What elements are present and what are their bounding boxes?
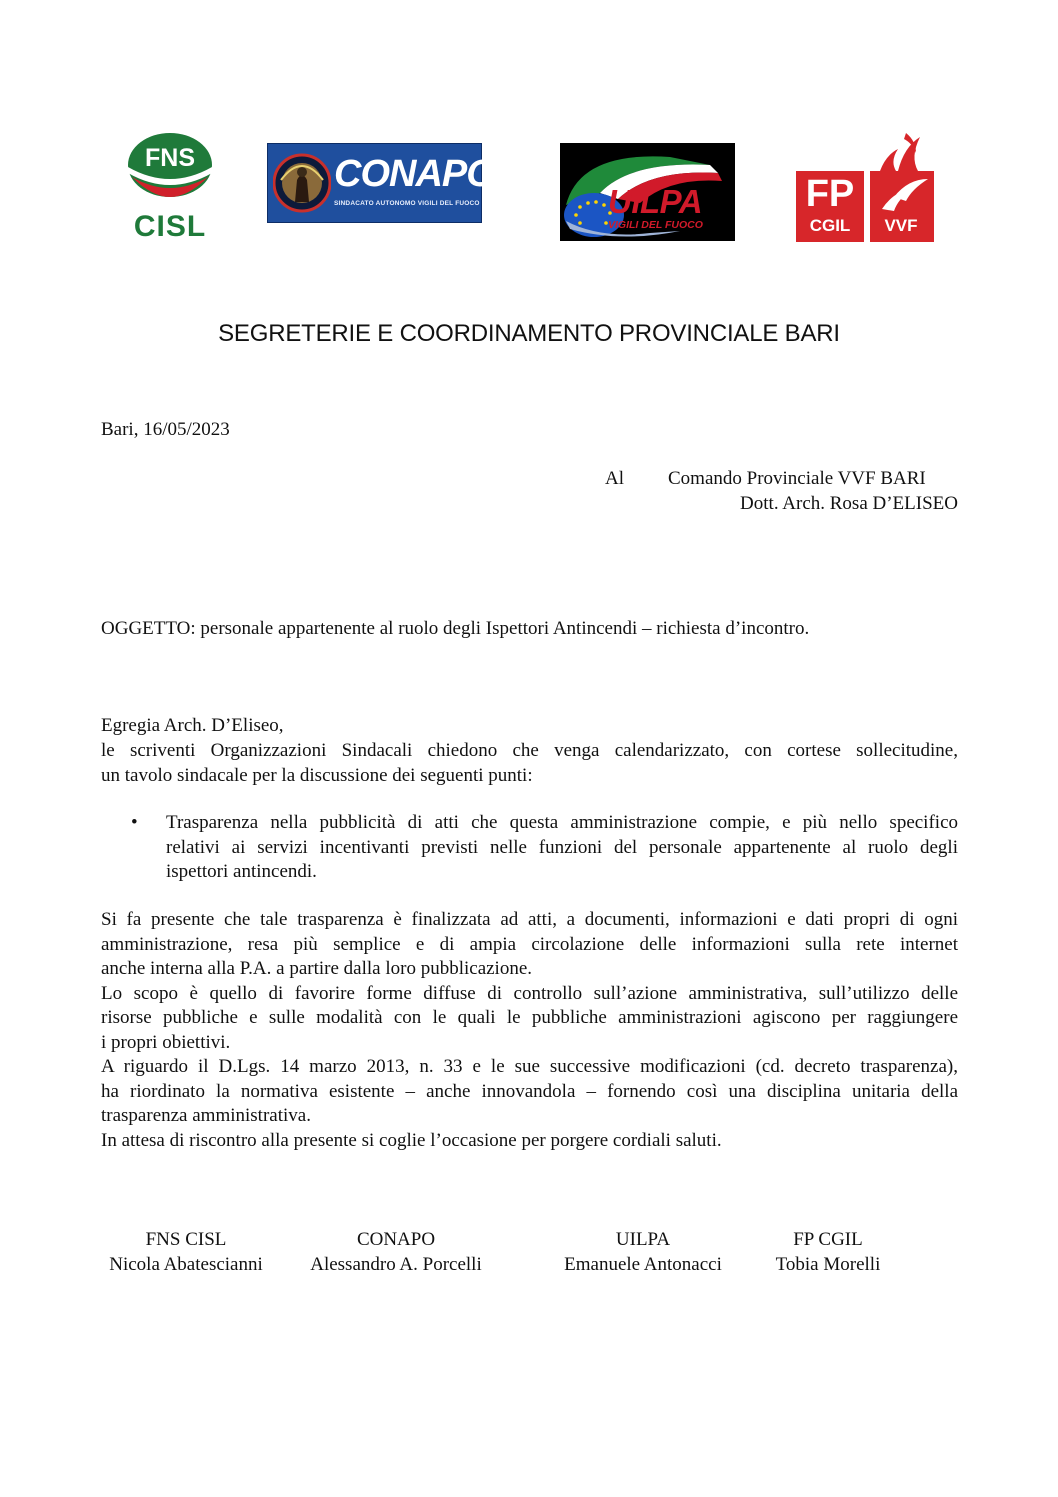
signature-fp-cgil	[748, 1228, 908, 1277]
subject-line: OGGETTO: personale appartenente al ruolo degli Ispettori Antincendi – richiesta d’incontro.	[101, 618, 810, 639]
signature-org: FNS CISL	[145, 1229, 227, 1250]
signature-uilpa	[543, 1228, 743, 1277]
recipient-line-1: Comando Provinciale VVF BARI	[668, 468, 926, 489]
bullet-line: relativi ai servizi incentivanti previsti nelle funzioni del personale appartenente al ruolo degli	[166, 836, 958, 858]
body-paragraphs	[101, 908, 958, 1153]
body-line: Lo scopo è quello di favorire forme diffuse di controllo sull’azione amministrativa, sull’utilizzo delle	[101, 982, 958, 1004]
body-line: amministrazione, resa più semplice e di ampia circolazione delle informazioni sulla rete internet	[101, 933, 958, 955]
vvf-logo-text: VVF	[884, 216, 918, 235]
signature-conapo	[287, 1228, 505, 1277]
uilpa-logo-subtitle: VIGILI DEL FUOCO	[608, 219, 703, 231]
intro-line: le scriventi Organizzazioni Sindacali chiedono che venga calendarizzato, con cortese sollecitudine,	[101, 740, 958, 761]
recipient-prefix: Al	[605, 468, 624, 489]
body-line: ha riordinato la normativa esistente – anche innovandola – fornendo così una disciplina unitaria della	[101, 1080, 958, 1102]
cisl-logo-text: CISL	[133, 210, 207, 243]
bullet-icon: •	[131, 812, 138, 833]
body-line: Si fa presente che tale trasparenza è finalizzata ad atti, a documenti, informazioni e dati propri di ogni	[101, 909, 958, 930]
date-line: Bari, 16/05/2023	[101, 419, 230, 440]
fns-logo-mark	[128, 133, 212, 197]
signature-fns-cisl	[86, 1228, 286, 1277]
bullet-line: ispettori antincendi.	[166, 861, 317, 882]
bullet-line: Trasparenza nella pubblicità di atti che questa amministrazione compie, e più nello specifico	[166, 812, 958, 833]
letter-heading: SEGRETERIE E COORDINAMENTO PROVINCIALE BARI	[218, 320, 840, 347]
body-line: trasparenza amministrativa.	[101, 1105, 311, 1126]
conapo-emblem-icon	[273, 150, 331, 216]
conapo-logo	[267, 143, 495, 223]
uilpa-logo	[560, 143, 735, 241]
signature-org: FP CGIL	[793, 1229, 863, 1250]
conapo-logo-text: CONAPO	[334, 153, 495, 195]
signature-name: Nicola Abatescianni	[109, 1253, 263, 1275]
intro-paragraph	[101, 739, 958, 788]
body-line: A riguardo il D.Lgs. 14 marzo 2013, n. 33 e le sue successive modificazioni (cd. decreto trasparenza),	[101, 1056, 958, 1077]
body-line: i propri obiettivi.	[101, 1031, 231, 1053]
intro-line: un tavolo sindacale per la discussione dei seguenti punti:	[101, 764, 533, 786]
signature-name: Emanuele Antonacci	[564, 1253, 722, 1275]
uilpa-logo-text: UILPA	[608, 183, 703, 220]
signature-org: UILPA	[615, 1229, 671, 1250]
signature-org: CONAPO	[356, 1229, 436, 1250]
fp-logo-text: FP	[805, 173, 855, 215]
fns-logo-text: FNS	[145, 144, 195, 172]
fp-cgil-vvf-logo	[794, 131, 936, 242]
signature-name: Tobia Morelli	[775, 1253, 881, 1275]
bullet-item	[166, 811, 958, 885]
cgil-logo-text: CGIL	[809, 216, 851, 235]
recipient-line-2: Dott. Arch. Rosa D’ELISEO	[740, 493, 958, 514]
salutation: Egregia Arch. D’Eliseo,	[101, 715, 284, 736]
body-line: In attesa di riscontro alla presente si coglie l’occasione per porgere cordiali saluti.	[101, 1129, 722, 1151]
body-line: risorse pubbliche e sulle modalità con le quali le pubbliche amministrazioni agiscono per raggiungere	[101, 1007, 958, 1028]
signature-name: Alessandro A. Porcelli	[310, 1253, 482, 1275]
fns-cisl-logo	[124, 133, 216, 243]
body-line: anche interna alla P.A. a partire dalla loro pubblicazione.	[101, 958, 533, 979]
conapo-logo-subtitle: SINDACATO AUTONOMO VIGILI DEL FUOCO	[334, 200, 480, 207]
